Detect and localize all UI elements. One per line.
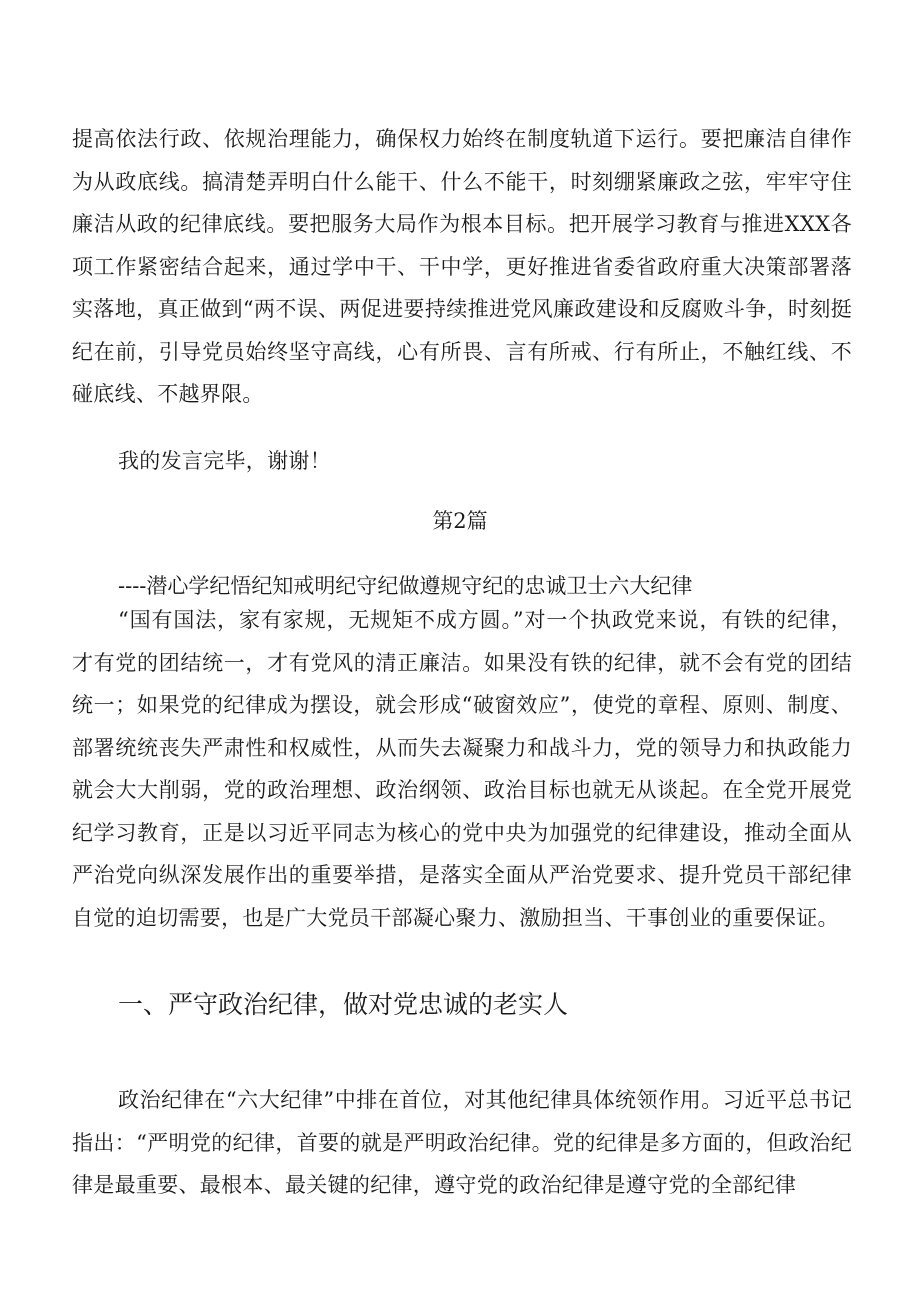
section-heading: 一、严守政治纪律，做对党忠诚的老实人 xyxy=(118,990,569,1019)
body-paragraph: 政治纪律在“六大纪律”中排在首位，对其他纪律具体统领作用。习近平总书记指出：“严明党的纪律，首要的就是严明政治纪律。党的纪律是多方面的，但政治纪律是最重要、最根本、最关键的纪律，遵守党的政治纪律是遵守党的全部纪律 xyxy=(72,1088,852,1197)
section-title: 第2篇 xyxy=(432,509,488,533)
section-subtitle: ----潜心学纪悟纪知戒明纪守纪做遵规守纪的忠诚卫士六大纪律 xyxy=(118,574,693,598)
closing-remark: 我的发言完毕，谢谢！ xyxy=(118,449,331,473)
body-paragraph: 提高依法行政、依规治理能力，确保权力始终在制度轨道下运行。要把廉洁自律作为从政底线。搞清楚弄明白什么能干、什么不能干，时刻绷紧廉政之弦，牢牢守住廉洁从政的纪律底线。要把服务大局作为根本目标。把开展学习教育与推进XXX各项工作紧密结合起来，通过学中干、干中学，更好推进省委省政府重大决策部署落实落地，真正做到“两不误、两促进要持续推进党风廉政建设和反腐败斗争，时刻挺纪在前，引导党员始终坚守高线，心有所畏、言有所戒、行有所止，不触红线、不碰底线、不越界限。 xyxy=(72,127,852,406)
body-paragraph: “国有国法，家有家规，无规矩不成方圆。”对一个执政党来说，有铁的纪律，才有党的团结统一，才有党风的清正廉洁。如果没有铁的纪律，就不会有党的团结统一；如果党的纪律成为摆设，就会形成“破窗效应”，使党的章程、原则、制度、部署统统丧失严肃性和权威性，从而失去凝聚力和战斗力，党的领导力和执政能力就会大大削弱，党的政治理想、政治纲领、政治目标也就无从谈起。在全党开展党纪学习教育，正是以习近平同志为核心的党中央为加强党的纪律建设，推动全面从严治党向纵深发展作出的重要举措，是落实全面从严治党要求、提升党员干部纪律自觉的迫切需要，也是广大党员干部凝心聚力、激励担当、干事创业的重要保证。 xyxy=(72,608,852,930)
